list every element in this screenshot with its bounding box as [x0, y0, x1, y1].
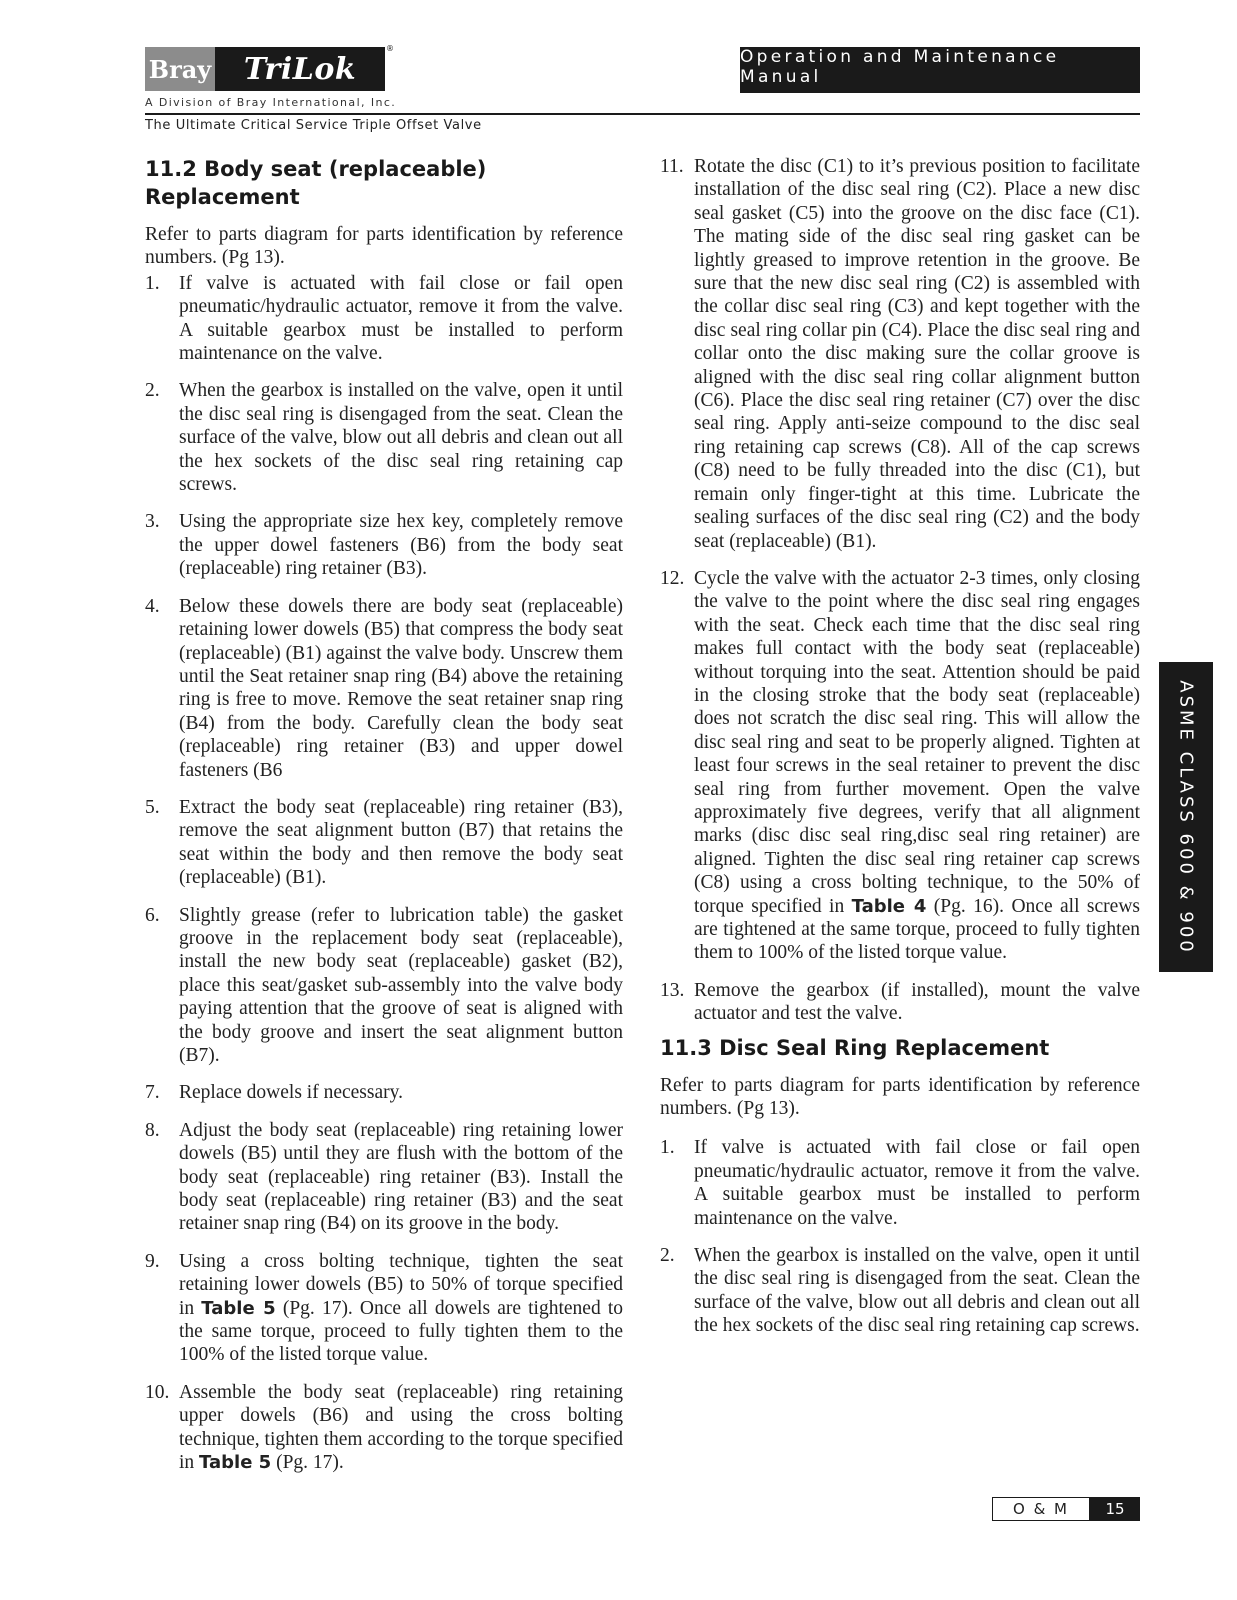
step-number: 13. — [660, 979, 685, 1001]
step-number: 5. — [145, 796, 160, 818]
step-number: 6. — [145, 904, 160, 926]
step-number: 11. — [660, 156, 684, 177]
step-item — [145, 510, 623, 580]
step-text-part: Assemble the body seat (replaceable) ring retaining upper dowels (B6) and using the cross bolting technique, tighten them according to the torque specified in — [179, 1381, 624, 1474]
step-text: Extract the body seat (replaceable) ring retainer (B3), remove the seat alignment button (B7) that retains the seat within the body and then remove the body seat (replaceable) (B1). — [179, 796, 623, 889]
brand-logo — [145, 47, 385, 91]
logo-trilok: TriLok — [215, 47, 385, 91]
step-text-part: (Pg. 17). Once all dowels are tightened to the same torque, proceed to fully tighten them to the 100% of the listed torque value. — [179, 1297, 623, 1366]
step-text-part: Cycle the valve with the actuator 2-3 times, only closing the valve to the point where the disc seal ring engages with the seat. Check each time that the disc seal ring makes full contact with the body seat (replaceable) without torquing into the seat. Attention should be paid in the closing stroke that the body seat (replaceable) does not scratch the disc seal ring. This will allow the disc seal ring and seat to be properly aligned. Tighten at least four screws in the seal retainer to prevent the disc seal ring from further movement. Open the valve approximately five degrees, verify that all alignment marks (disc disc seal ring,disc seal ring retainer) are aligned. Tighten the disc seal ring retainer cap screws (C8) using a cross bolting technique, to the 50% of torque specified in — [694, 567, 1140, 917]
step-text: Below these dowels there are body seat (replaceable) retaining lower dowels (B5) that compress the body seat (replaceable) (B1) against the valve body. Unscrew them until the Seat retainer snap ring (B4) above the retaining ring is free to move. Remove the seat retainer snap ring (B4) from the body. Carefully clean the body seat (replaceable) ring retainer (B3) and upper dowel fasteners (B6 — [179, 595, 623, 781]
step-item — [145, 1381, 623, 1475]
step-number: 7. — [145, 1082, 160, 1104]
step-text: When the gearbox is installed on the valve, open it until the disc seal ring is disengaged from the seat. Clean the surface of the valve, blow out all debris and clean out all the hex sockets of the disc seal ring retaining cap screws. — [179, 380, 623, 496]
step-number: 12. — [660, 567, 685, 589]
left-column — [145, 155, 623, 1489]
registered-mark: ® — [386, 44, 394, 53]
step-item — [145, 904, 623, 1068]
step-number: 9. — [145, 1250, 160, 1272]
step-number: 3. — [145, 511, 160, 533]
step-text: If valve is actuated with fail close or fail open pneumatic/hydraulic actuator, remove it from the valve. A suitable gearbox must be installed to perform maintenance on the valve. — [694, 1137, 1140, 1229]
step-text: Remove the gearbox (if installed), mount the valve actuator and test the valve. — [694, 979, 1140, 1025]
step-item — [145, 1250, 623, 1367]
step-item — [660, 979, 1140, 1026]
section-heading-11-2: 11.2 Body seat (replaceable) Replacement — [145, 157, 487, 209]
step-number: 1. — [145, 272, 160, 294]
side-tab-label: ASME CLASS 600 & 900 — [1175, 679, 1197, 955]
section-intro: Refer to parts diagram for parts identification by reference numbers. (Pg 13). — [660, 1074, 1140, 1120]
step-item — [145, 1081, 623, 1104]
footer-label: O & M — [992, 1497, 1090, 1521]
step-number: 1. — [660, 1137, 675, 1159]
step-text — [179, 1250, 623, 1367]
step-text: Replace dowels if necessary. — [179, 1082, 403, 1104]
step-item — [145, 595, 623, 782]
logo-bray: Bray — [145, 47, 215, 91]
step-item — [145, 796, 623, 890]
step-text-part: (Pg. 17). — [271, 1452, 344, 1474]
step-item — [660, 1136, 1140, 1230]
step-text — [694, 567, 1140, 965]
table-reference: Table 4 — [851, 895, 927, 917]
step-item — [145, 379, 623, 496]
manual-title-bar — [740, 47, 1140, 93]
step-text: When the gearbox is installed on the valve, open it until the disc seal ring is disengaged from the seat. Clean the surface of the valve, blow out all debris and clean out all the hex sockets of the disc seal ring retaining cap screws. — [694, 1245, 1140, 1337]
step-number: 10. — [145, 1381, 170, 1403]
table-reference: Table 5 — [201, 1297, 276, 1319]
step-text-part: (Pg. 16). Once all screws are tightened at the same torque, proceed to fully tighten them to 100% of the listed torque value. — [694, 895, 1140, 964]
right-column — [660, 155, 1140, 1352]
manual-title: Operation and Maintenance Manual — [740, 47, 1060, 87]
section-side-tab — [1159, 662, 1213, 972]
step-item — [660, 155, 1140, 553]
step-number: 4. — [145, 595, 160, 617]
step-list — [145, 272, 623, 1475]
table-reference: Table 5 — [199, 1452, 272, 1474]
step-item — [145, 272, 623, 366]
step-number: 8. — [145, 1119, 160, 1141]
step-item — [145, 1119, 623, 1236]
step-number: 2. — [660, 1245, 675, 1267]
step-text-part: Using a cross bolting technique, tighten the seat retaining lower dowels (B5) to 50% of torque specified in — [179, 1250, 623, 1319]
step-text: Rotate the disc (C1) to it’s previous position to facilitate installation of the disc seal ring (C2). Place a new disc seal gasket (C5) into the groove on the disc face (C1). The mating side of the disc seal ring gasket can be lightly greased to improve retention in the groove. Be sure that the new disc seal ring (C2) is assembled with the collar disc seal ring (C3) and kept together with the disc seal ring collar pin (C4). Place the disc seal ring and collar onto the disc making sure the collar groove is aligned with the disc seal ring collar alignment button (C6). Place the disc seal ring retainer (C7) over the disc seal ring. Apply anti-seize compound to the disc seal ring retaining cap screws (C8). All of the cap screws (C8) need to be fully threaded into the disc (C1), but remain only finger-tight at this time. Lubricate the sealing surfaces of the disc seal ring (C2) and the body seat (replaceable) (B1). — [694, 156, 1140, 552]
step-item — [660, 1244, 1140, 1338]
step-text: Using the appropriate size hex key, completely remove the upper dowel fasteners (B6) from the body seat (replaceable) ring retainer (B3). — [179, 511, 623, 580]
step-item — [660, 567, 1140, 965]
step-text: Adjust the body seat (replaceable) ring retaining lower dowels (B5) until they are flush with the bottom of the body seat (replaceable) ring retainer (B3). Install the body seat (replaceable) ring retainer (B3) and the seat retainer snap ring (B4) on its groove in the body. — [179, 1119, 623, 1235]
tagline: The Ultimate Critical Service Triple Offset Valve — [145, 118, 482, 133]
step-text: If valve is actuated with fail close or fail open pneumatic/hydraulic actuator, remove it from the valve. A suitable gearbox must be installed to perform maintenance on the valve. — [179, 272, 623, 365]
page-number: 15 — [1090, 1497, 1140, 1521]
step-number: 2. — [145, 380, 160, 402]
step-text: Slightly grease (refer to lubrication table) the gasket groove in the replacement body seat (replaceable), install the new body seat (replaceable) gasket (B2), place this seat/gasket sub-assembly into the valve body paying attention that the groove of seat is aligned with the body groove and insert the seat alignment button (B7). — [179, 904, 623, 1066]
step-list — [660, 1136, 1140, 1337]
section-heading-11-3: 11.3 Disc Seal Ring Replacement — [660, 1035, 1050, 1060]
step-text — [179, 1381, 623, 1475]
step-list — [660, 155, 1140, 1026]
header-divider — [145, 113, 1140, 115]
section-intro: Refer to parts diagram for parts identification by reference numbers. (Pg 13). — [145, 224, 623, 269]
division-text: A Division of Bray International, Inc. — [145, 96, 397, 109]
